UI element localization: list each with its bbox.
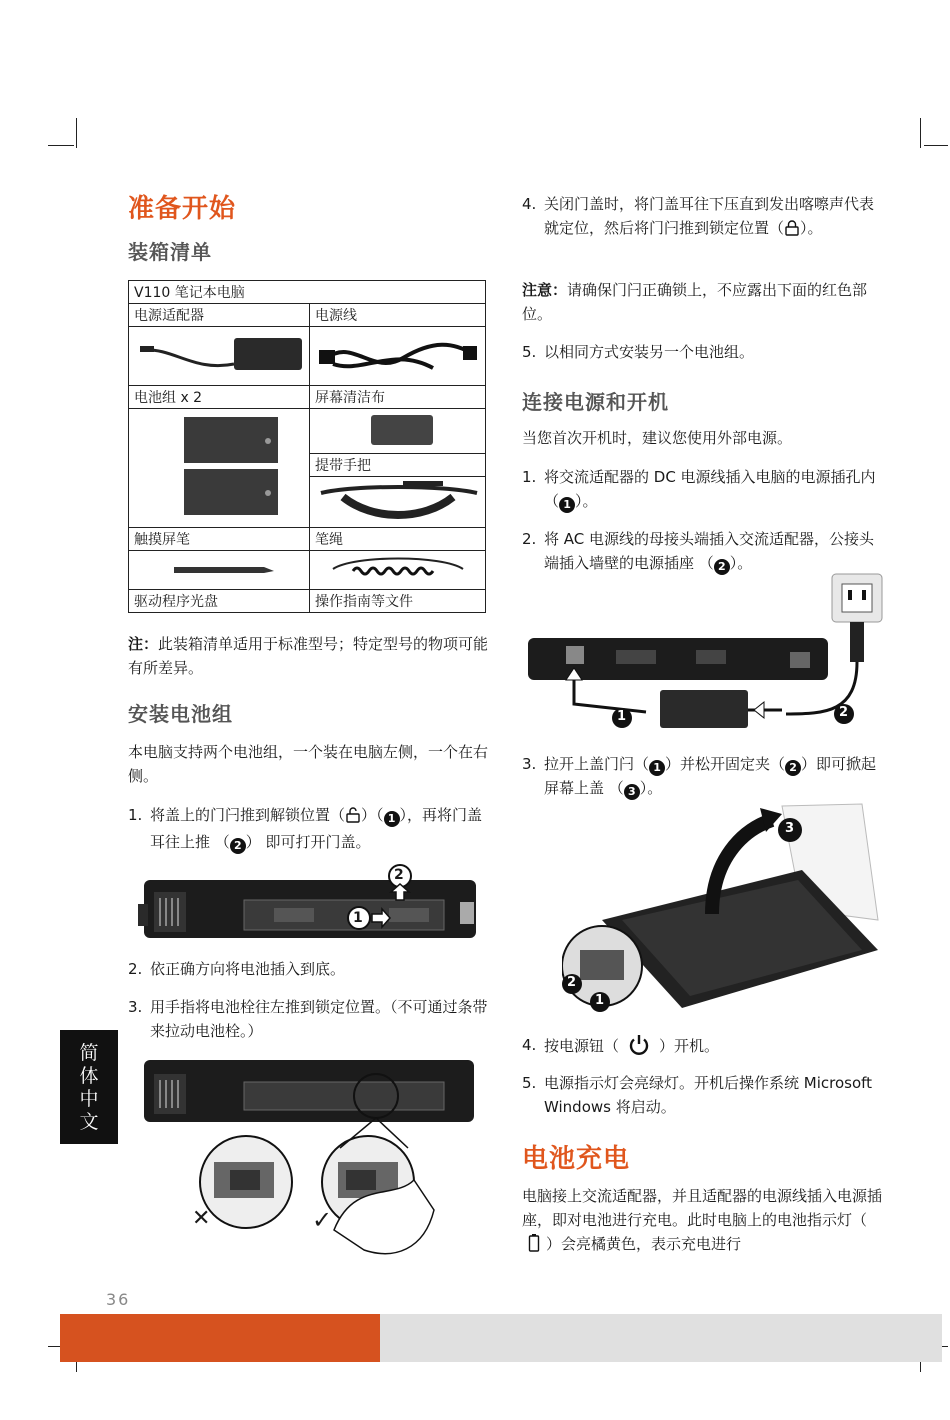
packing-note bbox=[128, 632, 490, 680]
page-number: 36 bbox=[106, 1290, 131, 1309]
install-step-5 bbox=[522, 340, 884, 364]
step-number: 5. bbox=[522, 1074, 537, 1092]
note-label: 注意： bbox=[522, 281, 568, 299]
side-tab-char: 文 bbox=[79, 1111, 99, 1133]
power-intro: 当您首次开机时，建议您使用外部电源。 bbox=[522, 429, 793, 447]
step-text: 依正确方向将电池插入到底。 bbox=[150, 960, 346, 978]
battery-indicator-icon bbox=[528, 1233, 540, 1260]
language-side-tab bbox=[60, 1030, 118, 1144]
power-step-5 bbox=[522, 1071, 884, 1119]
marker-2: 2 bbox=[785, 760, 801, 776]
battery-door-figure bbox=[134, 862, 480, 942]
battery-latch-figure bbox=[134, 1050, 484, 1270]
figure-marker-2: 2 bbox=[567, 975, 577, 990]
table-cell: 电池组 x 2 bbox=[129, 386, 310, 409]
step-text: 将 AC 电源线的母接头端插入交流适配器，公接头端插入墙壁的电源插座 （ bbox=[544, 530, 875, 572]
figure-marker-3: 3 bbox=[785, 821, 795, 836]
power-on-title: 连接电源和开机 bbox=[522, 390, 669, 414]
install-step-3 bbox=[128, 995, 490, 1043]
figure-marker-1: 1 bbox=[595, 993, 605, 1008]
battery-pack-image bbox=[129, 409, 310, 528]
latch-note bbox=[522, 278, 884, 326]
charging-paragraph bbox=[522, 1184, 884, 1260]
unlock-icon bbox=[345, 806, 361, 830]
table-cell: 触摸屏笔 bbox=[129, 528, 310, 551]
power-cord-image bbox=[310, 327, 486, 386]
step-text: 将盖上的门闩推到解锁位置（ bbox=[150, 806, 346, 824]
step-text: ）。 bbox=[639, 779, 663, 797]
power-step-4 bbox=[522, 1033, 884, 1064]
note-text: 请确保门闩正确锁上，不应露出下面的红色部位。 bbox=[522, 281, 868, 323]
step-text: ）。 bbox=[800, 219, 823, 237]
step-text: 拉开上盖门闩（ bbox=[544, 755, 650, 773]
step-text: ）（ bbox=[361, 806, 384, 824]
power-step-1 bbox=[522, 465, 884, 513]
paragraph-text: ）会亮橘黄色，表示充电进行 bbox=[546, 1235, 742, 1253]
power-connection-figure bbox=[526, 572, 884, 732]
table-cell: 驱动程序光盘 bbox=[129, 590, 310, 613]
step-text: 按电源钮（ bbox=[544, 1037, 620, 1055]
hand-strap-image bbox=[310, 477, 486, 528]
figure-marker-1: 1 bbox=[617, 709, 627, 724]
crop-mark bbox=[76, 118, 77, 148]
power-icon bbox=[627, 1033, 651, 1064]
section-title-battery-charging: 电池充电 bbox=[522, 1144, 631, 1174]
install-battery-title: 安装电池组 bbox=[128, 702, 233, 726]
marker-2: 2 bbox=[714, 559, 730, 575]
cleaning-cloth-image bbox=[310, 409, 486, 454]
install-step-4 bbox=[522, 192, 884, 243]
marker-1: 1 bbox=[649, 760, 665, 776]
step-number: 1. bbox=[128, 806, 143, 824]
step-number: 1. bbox=[522, 468, 537, 486]
crop-mark bbox=[920, 118, 921, 148]
packing-list-title: 装箱清单 bbox=[128, 240, 212, 264]
figure-marker-1: 1 bbox=[353, 910, 363, 926]
table-cell: 电源适配器 bbox=[129, 304, 310, 327]
install-intro: 本电脑支持两个电池组，一个装在电脑左侧，一个在右侧。 bbox=[128, 743, 489, 785]
adapter-image bbox=[129, 327, 310, 386]
side-tab-char: 体 bbox=[79, 1065, 99, 1087]
marker-3: 3 bbox=[624, 784, 640, 800]
crop-mark bbox=[48, 145, 74, 146]
marker-2: 2 bbox=[230, 838, 246, 854]
table-cell: 屏幕清洁布 bbox=[310, 386, 486, 409]
step-text: 将交流适配器的 DC 电源线插入电脑的电源插孔内 （ bbox=[544, 468, 876, 510]
step-number: 4. bbox=[522, 195, 537, 213]
note-text: 此装箱清单适用于标准型号；特定型号的物项可能有所差异。 bbox=[128, 635, 489, 677]
table-cell: V110 笔记本电脑 bbox=[129, 281, 486, 304]
table-cell: 提带手把 bbox=[310, 454, 486, 477]
crop-mark bbox=[924, 145, 948, 146]
power-step-2 bbox=[522, 527, 884, 575]
step-text: 以相同方式安装另一个电池组。 bbox=[544, 343, 755, 361]
table-cell: 操作指南等文件 bbox=[310, 590, 486, 613]
table-cell: 笔绳 bbox=[310, 528, 486, 551]
step-text: ）即可掀起屏幕上盖 （ bbox=[544, 755, 877, 797]
side-tab-char: 中 bbox=[79, 1088, 99, 1110]
tether-image bbox=[310, 551, 486, 590]
wrong-x-icon: ✕ bbox=[192, 1206, 211, 1231]
step-number: 4. bbox=[522, 1036, 537, 1054]
power-step-3 bbox=[522, 752, 884, 800]
step-text: ）。 bbox=[729, 554, 753, 572]
packing-list-table bbox=[128, 280, 486, 613]
step-text: ）并松开固定夹（ bbox=[665, 755, 786, 773]
paragraph-text: 电脑接上交流适配器，并且适配器的电源线插入电源插座，即对电池进行充电。此时电脑上的电池指示灯（ bbox=[522, 1187, 883, 1229]
step-text: ），再将门盖耳往上推 （ bbox=[150, 806, 483, 851]
marker-1: 1 bbox=[559, 497, 575, 513]
step-text: 关闭门盖时，将门盖耳往下压直到发出喀嚓声代表就定位，然后将门闩推到锁定位置（ bbox=[544, 195, 875, 237]
step-number: 2. bbox=[522, 530, 537, 548]
step-number: 5. bbox=[522, 343, 537, 361]
open-lid-figure bbox=[562, 800, 882, 1016]
figure-marker-2: 2 bbox=[394, 867, 404, 883]
step-text: ）。 bbox=[575, 492, 598, 510]
step-text: 用手指将电池栓往左推到锁定位置。（不可通过条带来拉动电池栓。） bbox=[150, 998, 488, 1040]
note-label: 注： bbox=[128, 635, 159, 653]
footer-bar bbox=[380, 1314, 942, 1362]
step-number: 3. bbox=[522, 755, 537, 773]
side-tab-char: 简 bbox=[79, 1042, 99, 1064]
marker-1: 1 bbox=[384, 811, 400, 827]
install-step-2 bbox=[128, 957, 490, 981]
step-text: ） 即可打开门盖。 bbox=[245, 833, 371, 851]
lock-icon bbox=[784, 219, 800, 243]
install-step-1 bbox=[128, 803, 490, 854]
table-cell: 电源线 bbox=[310, 304, 486, 327]
step-number: 2. bbox=[128, 960, 143, 978]
correct-check-icon: ✓ bbox=[312, 1206, 333, 1234]
stylus-image bbox=[129, 551, 310, 590]
step-text: 电源指示灯会亮绿灯。开机后操作系统 Microsoft Windows 将启动。 bbox=[544, 1074, 873, 1116]
figure-marker-2: 2 bbox=[839, 705, 849, 720]
footer-bar-accent bbox=[60, 1314, 380, 1362]
step-number: 3. bbox=[128, 998, 143, 1016]
section-title-getting-started: 准备开始 bbox=[128, 194, 237, 224]
step-text: ）开机。 bbox=[659, 1037, 720, 1055]
